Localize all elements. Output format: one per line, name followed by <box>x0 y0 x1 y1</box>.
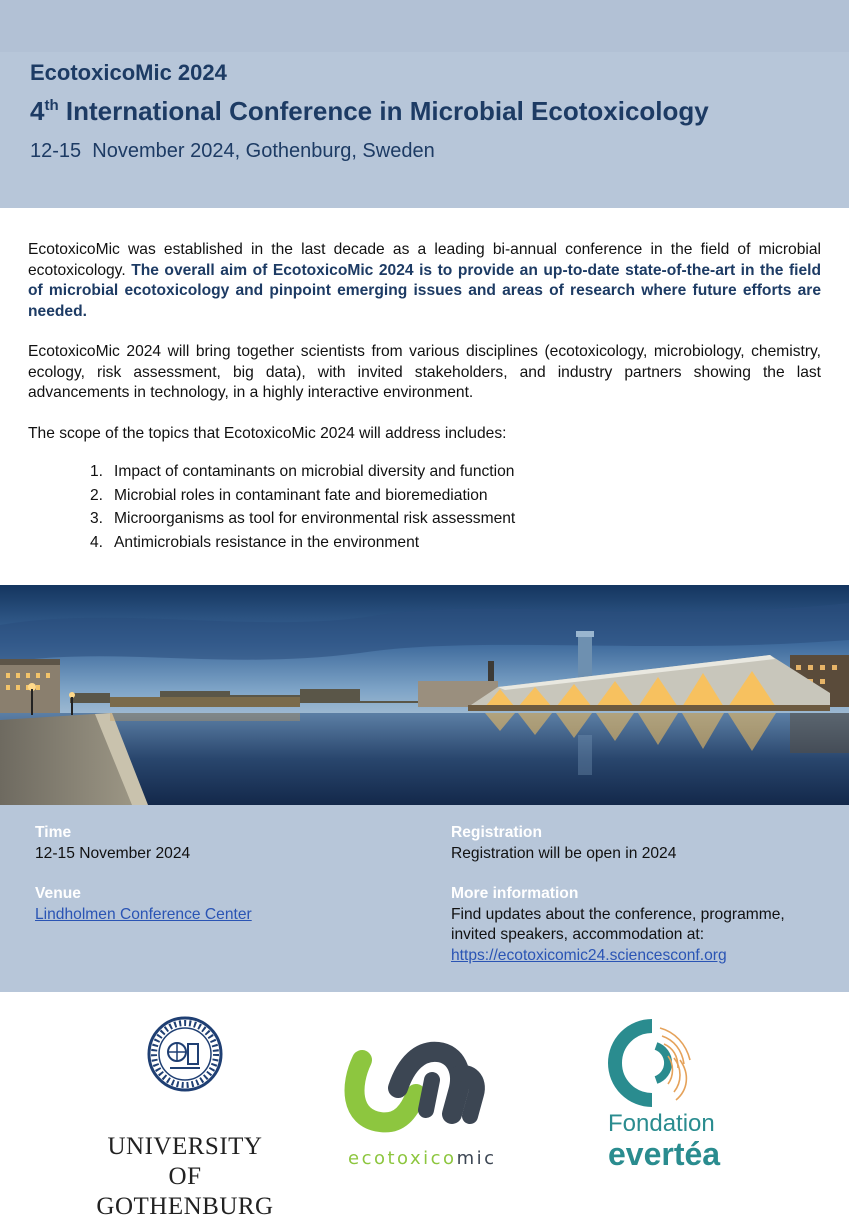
intro-paragraph-1: EcotoxicoMic was established in the last decade as a leading bi-annual conference in the field of microbial ecotoxicology. The overall aim of EcotoxicoMic 2024 is to provide an up-to-date state-of-the-art in the field of microbial ecotoxicology and pinpoint emerging issues and areas of research where future efforts are needed. <box>28 241 822 320</box>
registration-label: Registration <box>451 824 542 841</box>
list-item: 3. Microorganisms as tool for environmental risk assessment <box>90 510 516 527</box>
ecotoxicomic-logo <box>340 1030 500 1180</box>
conference-website-link[interactable]: https://ecotoxicomic24.sciencesconf.org <box>451 946 727 964</box>
header-top-strip <box>0 0 849 52</box>
info-band <box>0 805 849 992</box>
university-name: UNIVERSITY OF GOTHENBURG <box>96 1133 274 1220</box>
venue-label: Venue <box>35 885 81 902</box>
more-information-text-1: Find updates about the conference, programme, <box>451 905 785 923</box>
more-information-text-2: invited speakers, accommodation at: <box>451 926 705 943</box>
intro-paragraph-2: EcotoxicoMic 2024 will bring together scientists from various disciplines (ecotoxicology, microbiology, chemistry, ecology, risk assessment, big data), with invited stakeholders, and industry partners showing the last advancements in technology, in a highly interactive environment. <box>28 343 821 401</box>
fondation-evertea-logo <box>600 1018 730 1178</box>
conference-title: EcotoxicoMic 2024 <box>30 60 227 85</box>
evertea-text: evertéa <box>608 1136 721 1172</box>
university-of-gothenburg-logo <box>90 1014 280 1220</box>
conference-subtitle: 4th International Conference in Microbial Ecotoxicology <box>30 96 709 126</box>
ecotoxicomic-emblem-icon <box>340 1030 490 1140</box>
venue-link[interactable]: Lindholmen Conference Center <box>35 905 252 923</box>
intro-section <box>28 240 821 554</box>
university-seal-icon <box>146 1014 224 1094</box>
list-item: 2. Microbial roles in contaminant fate and bioremediation <box>90 486 488 504</box>
registration-value: Registration will be open in 2024 <box>451 844 677 862</box>
sponsor-logos <box>0 992 849 1220</box>
header-band <box>0 52 849 208</box>
info-right-column <box>451 823 785 966</box>
info-left-column <box>35 823 252 925</box>
fondation-evertea-emblem-icon <box>600 1018 700 1108</box>
topics-list <box>90 460 821 554</box>
intro-paragraph-3: The scope of the topics that EcotoxicoMic 2024 will address includes: <box>28 424 507 442</box>
conference-dates-location: 12-15 November 2024, Gothenburg, Sweden <box>30 140 435 162</box>
more-information-label: More information <box>451 885 579 902</box>
time-label: Time <box>35 824 72 841</box>
list-item: 4. Antimicrobials resistance in the environment <box>90 533 420 551</box>
time-value: 12-15 November 2024 <box>35 844 191 862</box>
fondation-text: Fondation <box>608 1110 715 1137</box>
gothenburg-harbour-photo <box>0 585 849 805</box>
ecotoxicomic-wordmark: ecotoxicomic <box>348 1148 497 1169</box>
list-item: 1. Impact of contaminants on microbial diversity and function <box>90 463 515 480</box>
